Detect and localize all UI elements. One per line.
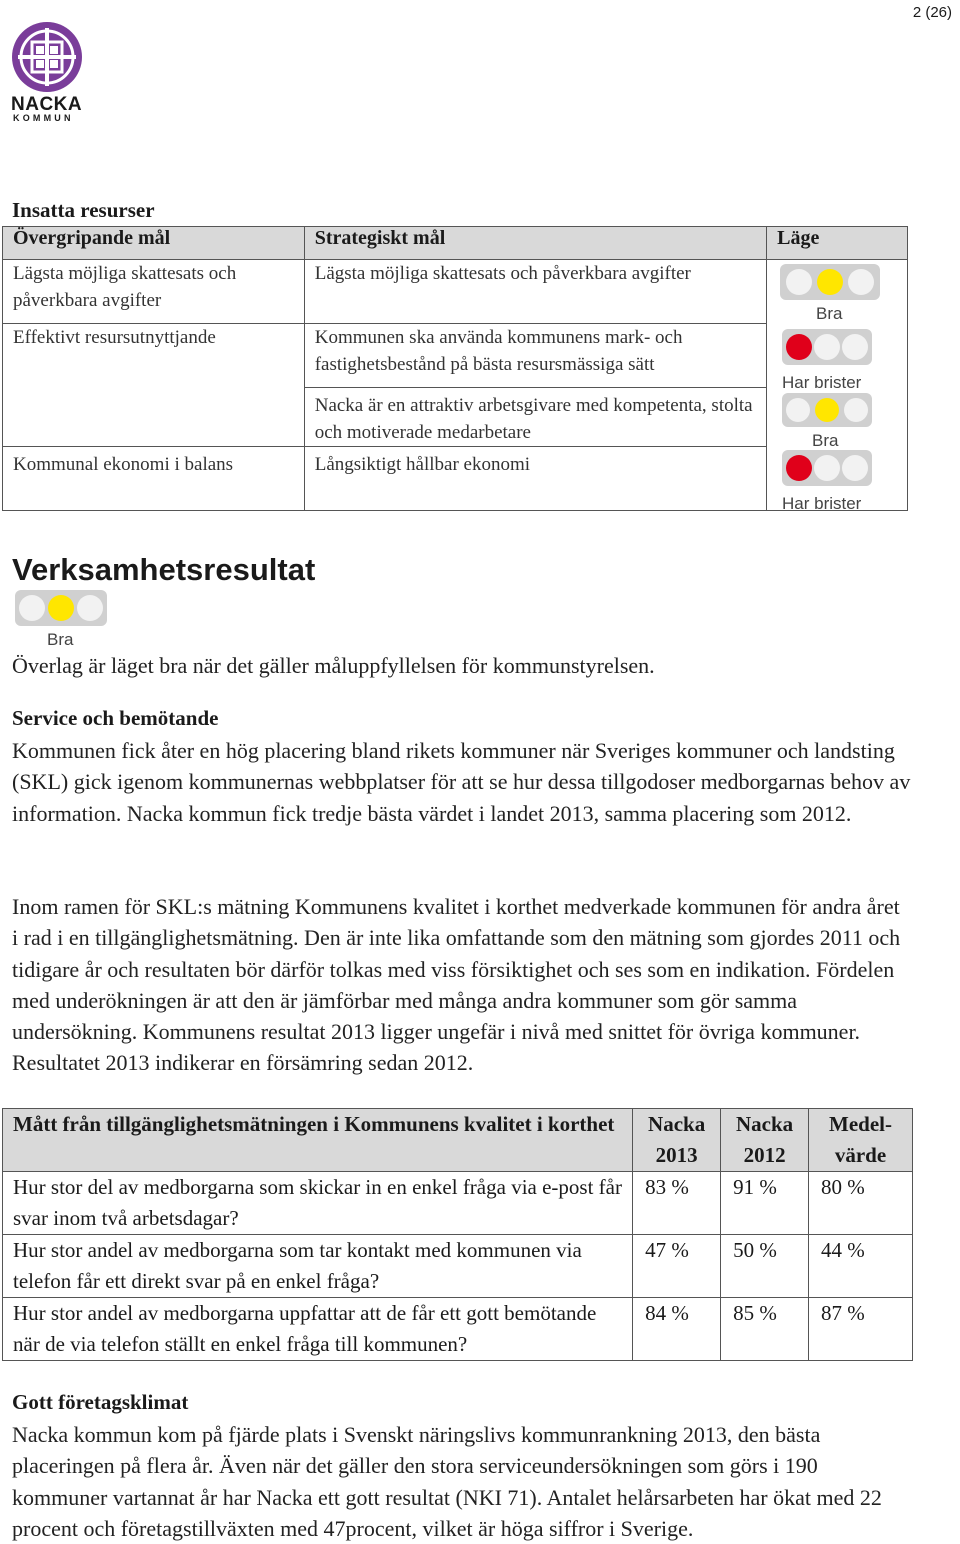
- status-light-bra: [780, 264, 880, 323]
- service-paragraph-1: Kommunen fick åter en hög placering bland rikets kommuner när Sveriges kommuner och landsting (SKL) gick igenom kommunernas webbplatser för att se hur dessa tillgodoser medborgarnas behov av information. Nacka kommun fick tredje bästa värdet i landet 2013, samma placering som 2012.: [12, 738, 911, 826]
- status-label: Bra: [47, 630, 74, 649]
- goals-header-status: Läge: [767, 227, 908, 260]
- goals-table: [2, 226, 908, 511]
- measure-header-2012: Nacka 2012: [721, 1109, 809, 1172]
- table-row: [3, 1235, 913, 1298]
- status-label: Bra: [816, 304, 843, 323]
- measure-table: [2, 1108, 913, 1361]
- goal-overall: Effektivt resursutnyttjande: [3, 324, 305, 388]
- goal-strategic: Långsiktigt hållbar ekonomi: [304, 447, 766, 511]
- measure-question: Hur stor del av medborgarna som skickar in en enkel fråga via e-post får svar inom två arbetsdagar?: [3, 1172, 633, 1235]
- measure-value: 50 %: [721, 1235, 809, 1298]
- goal-overall: Lägsta möjliga skattesats och påverkbara avgifter: [3, 260, 305, 324]
- page-number: 2 (26): [912, 4, 952, 21]
- measure-value: 83 %: [633, 1172, 721, 1235]
- goals-header-strategic: Strategiskt mål: [304, 227, 766, 260]
- table-row: [3, 1298, 913, 1361]
- nacka-logo-icon: [10, 20, 84, 94]
- measure-value: 91 %: [721, 1172, 809, 1235]
- measure-value: 44 %: [809, 1235, 913, 1298]
- measure-question: Hur stor andel av medborgarna som tar kontakt med kommunen via telefon får ett direkt svar på en enkel fråga?: [3, 1235, 633, 1298]
- measure-value: 84 %: [633, 1298, 721, 1361]
- service-title: Service och bemötande: [12, 706, 219, 730]
- table-row: [3, 1172, 913, 1235]
- status-light-har-brister: [782, 450, 872, 513]
- goal-strategic: Kommunen ska använda kommunens mark- och fastighetsbestånd på bästa resursmässiga sätt: [304, 324, 766, 388]
- measure-header-2013: Nacka 2013: [633, 1109, 721, 1172]
- status-light-bra: [782, 393, 872, 450]
- measure-header-average: Medel-värde: [809, 1109, 913, 1172]
- status-label: Har brister: [782, 494, 862, 513]
- status-light-bra: [15, 590, 107, 649]
- goal-strategic: Nacka är en attraktiv arbetsgivare med kompetenta, stolta och motiverade medarbetare: [304, 388, 766, 447]
- goal-overall: Kommunal ekonomi i balans: [3, 447, 305, 511]
- verksamhet-summary: Överlag är läget bra när det gäller måluppfyllelsen för kommunstyrelsen.: [12, 653, 655, 678]
- logo-sub: KOMMUN: [13, 113, 74, 123]
- goal-overall: [3, 388, 305, 447]
- service-paragraph-2: Inom ramen för SKL:s mätning Kommunens kvalitet i korthet medverkade kommunen för andra året i rad i en tillgänglighetsmätning. Den är inte lika omfattande som den mätning som gjordes 2011 och tidigare år och resultaten bör därför tolkas med viss försiktighet och ses som en indikation. Fördelen med underökningen är att den är jämförbar med många andra kommuner som gör samma undersökning. Kommunens resultat 2013 ligger ungefär i nivå med snittet för övriga kommuner. Resultatet 2013 indikerar en försämring sedan 2012.: [12, 894, 901, 1076]
- verksamhet-title: Verksamhetsresultat: [12, 552, 316, 587]
- measure-value: 47 %: [633, 1235, 721, 1298]
- goals-header-overall: Övergripande mål: [3, 227, 305, 260]
- measure-question: Hur stor andel av medborgarna uppfattar att de får ett gott bemötande när de via telefon ställt en enkel fråga till kommunen?: [3, 1298, 633, 1361]
- logo-name: NACKA: [11, 94, 83, 115]
- insatta-title: Insatta resurser: [12, 198, 155, 222]
- goal-strategic: Lägsta möjliga skattesats och påverkbara avgifter: [304, 260, 766, 324]
- measure-value: 85 %: [721, 1298, 809, 1361]
- status-label: Bra: [812, 431, 839, 450]
- foretag-paragraph: Nacka kommun kom på fjärde plats i Svenskt näringslivs kommunrankning 2013, den bästa placeringen på flera år. Även när det gäller den stora serviceundersökningen som görs i 190 kommuner vartannat år har Nacka ett gott resultat (NKI 71). Antalet helårsarbeten har ökat med 22 procent och företagstillväxten med 47procent, vilket är höga siffror i Sverige.: [12, 1422, 882, 1541]
- measure-value: 80 %: [809, 1172, 913, 1235]
- measure-value: 87 %: [809, 1298, 913, 1361]
- status-light-har-brister: [782, 329, 872, 392]
- measure-header-question: Mått från tillgänglighetsmätningen i Kommunens kvalitet i korthet: [3, 1109, 633, 1172]
- foretag-title: Gott företagsklimat: [12, 1390, 189, 1414]
- status-label: Har brister: [782, 373, 862, 392]
